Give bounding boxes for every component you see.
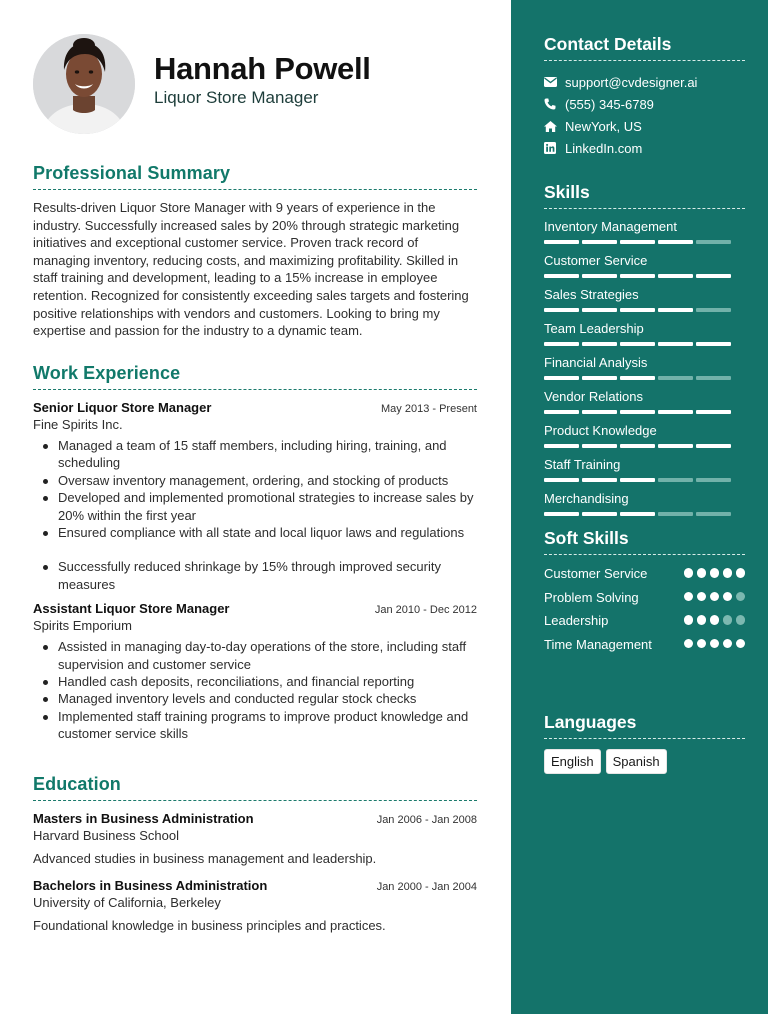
rating-dot — [684, 592, 694, 602]
rating-dot — [684, 639, 694, 649]
soft-skill-name: Leadership — [544, 613, 609, 628]
rating-dot — [697, 639, 707, 649]
list-item: Developed and implemented promotional strategies to increase sales by 20% within the first year — [58, 489, 477, 524]
rating-dot — [736, 615, 746, 625]
skill-level-segment — [696, 512, 731, 516]
work-section — [33, 363, 477, 743]
skill-level-segment — [544, 274, 579, 278]
soft-skill-rating — [684, 636, 746, 649]
skill-level-segment — [544, 376, 579, 380]
skill-level-segment — [544, 512, 579, 516]
skill-level-segment — [696, 274, 731, 278]
contact-email-text: support@cvdesigner.ai — [565, 74, 698, 90]
skill-level-bar — [544, 478, 745, 482]
rating-dot — [697, 592, 707, 602]
skill-name: Customer Service — [544, 253, 648, 268]
rating-dot — [723, 615, 733, 625]
degree-title: Masters in Business Administration — [33, 811, 254, 826]
skill-level-segment — [582, 240, 617, 244]
education-description: Foundational knowledge in business principles and practices. — [33, 918, 386, 933]
skill-level-segment — [696, 410, 731, 414]
section-title: Languages — [544, 712, 745, 739]
education-date: Jan 2006 - Jan 2008 — [376, 814, 477, 826]
skill-level-segment — [582, 376, 617, 380]
soft-skills-section — [544, 528, 745, 653]
degree-title: Bachelors in Business Administration — [33, 878, 268, 893]
school-name: University of California, Berkeley — [33, 895, 221, 910]
rating-dot — [710, 639, 720, 649]
skill-level-segment — [620, 308, 655, 312]
section-title: Professional Summary — [33, 163, 477, 190]
job-company: Fine Spirits Inc. — [33, 417, 123, 432]
skill-level-segment — [658, 274, 693, 278]
skill-level-segment — [696, 308, 731, 312]
skill-name: Merchandising — [544, 491, 629, 506]
list-item: Assisted in managing day-to-day operations of the store, including staff supervision and customer service — [58, 638, 477, 673]
section-title: Work Experience — [33, 363, 477, 390]
skill-level-segment — [696, 444, 731, 448]
soft-skill-name: Problem Solving — [544, 589, 639, 605]
school-name: Harvard Business School — [33, 828, 179, 843]
rating-dot — [710, 592, 720, 602]
skill-item — [544, 355, 745, 380]
languages-section — [544, 712, 745, 774]
skill-level-segment — [582, 342, 617, 346]
skill-name: Vendor Relations — [544, 389, 644, 404]
rating-dot — [710, 615, 720, 625]
skill-level-bar — [544, 376, 745, 380]
skill-level-segment — [620, 444, 655, 448]
list-item: Ensured compliance with all state and local liquor laws and regulations — [58, 524, 477, 541]
rating-dot — [736, 592, 746, 602]
summary-text: Results-driven Liquor Store Manager with 9 years of experience in the industry. Successfully increased sales by 20% through strategic marketing initiatives and exceptional customer service. Proven track record of managing inventory, reducing costs, and maximizing profitability. Skilled in staff training and development, leading to a 15% increase in employee retention. Recognized for consistently exceeding sales targets and fostering positive relationships with vendors and customers. Looking to bring my expertise and passion for the industry to a dynamic team. — [33, 200, 469, 339]
soft-skill-item — [544, 636, 745, 654]
skill-name: Staff Training — [544, 457, 621, 472]
skill-level-segment — [658, 342, 693, 346]
languages-list — [544, 749, 745, 774]
skill-item — [544, 287, 745, 312]
soft-skill-name: Customer Service — [544, 566, 648, 581]
avatar — [33, 34, 135, 134]
skill-level-bar — [544, 444, 745, 448]
contact-linkedin[interactable] — [544, 137, 745, 159]
contact-location-text: NewYork, US — [565, 118, 642, 134]
skills-section — [544, 182, 745, 516]
rating-dot — [710, 568, 720, 578]
list-item: Implemented staff training programs to improve product knowledge and customer service skills — [58, 708, 477, 743]
skills-list — [544, 219, 745, 516]
soft-skill-item — [544, 612, 745, 630]
list-item: Oversaw inventory management, ordering, and stocking of products — [58, 472, 477, 489]
skill-name: Product Knowledge — [544, 423, 657, 438]
skill-level-segment — [658, 410, 693, 414]
contact-phone[interactable] — [544, 93, 745, 115]
skill-level-segment — [696, 376, 731, 380]
language-tag: Spanish — [606, 749, 667, 774]
candidate-role: Liquor Store Manager — [154, 88, 319, 107]
skill-level-segment — [582, 274, 617, 278]
skill-name: Inventory Management — [544, 219, 677, 234]
education-entry — [33, 878, 477, 933]
skill-level-segment — [582, 410, 617, 414]
contact-email[interactable] — [544, 71, 745, 93]
skill-level-segment — [658, 478, 693, 482]
envelope-icon — [544, 77, 565, 87]
rating-dot — [723, 639, 733, 649]
job-date: Jan 2010 - Dec 2012 — [374, 604, 477, 617]
candidate-name: Hannah Powell — [154, 51, 371, 86]
skill-level-segment — [696, 240, 731, 244]
list-item: Managed a team of 15 staff members, including hiring, training, and scheduling — [58, 437, 477, 472]
education-date: Jan 2000 - Jan 2004 — [376, 881, 477, 893]
soft-skill-rating — [684, 565, 746, 578]
skill-name: Financial Analysis — [544, 355, 648, 370]
skill-level-segment — [658, 376, 693, 380]
list-item: Successfully reduced shrinkage by 15% through improved security measures — [58, 558, 477, 593]
job-date: May 2013 - Present — [381, 403, 477, 415]
list-item: Managed inventory levels and conducted regular stock checks — [58, 690, 477, 707]
skill-level-segment — [620, 240, 655, 244]
skill-level-segment — [620, 274, 655, 278]
skill-level-bar — [544, 410, 745, 414]
linkedin-icon — [544, 142, 565, 154]
soft-skill-item — [544, 565, 745, 583]
contact-location — [544, 115, 745, 137]
home-icon — [544, 121, 565, 132]
skill-item — [544, 389, 745, 414]
section-title: Soft Skills — [544, 528, 745, 555]
skill-level-bar — [544, 274, 745, 278]
phone-icon — [544, 98, 565, 110]
resume-header — [33, 34, 483, 134]
skill-level-segment — [658, 512, 693, 516]
skill-level-segment — [544, 342, 579, 346]
sidebar — [511, 0, 768, 1014]
contact-section — [544, 34, 745, 159]
skill-level-segment — [582, 478, 617, 482]
skill-level-bar — [544, 308, 745, 312]
skill-level-segment — [620, 376, 655, 380]
skill-level-segment — [544, 240, 579, 244]
rating-dot — [697, 568, 707, 578]
skill-item — [544, 321, 745, 346]
skill-level-segment — [582, 444, 617, 448]
job-entry — [33, 601, 477, 742]
skill-level-segment — [544, 478, 579, 482]
section-title: Skills — [544, 182, 745, 209]
job-title: Senior Liquor Store Manager — [33, 400, 212, 415]
skill-level-segment — [582, 308, 617, 312]
rating-dot — [684, 615, 694, 625]
section-title: Education — [33, 774, 477, 801]
skill-level-segment — [658, 444, 693, 448]
skill-item — [544, 219, 745, 244]
soft-skill-item — [544, 589, 745, 607]
soft-skill-rating — [684, 612, 746, 625]
job-company: Spirits Emporium — [33, 618, 132, 634]
section-title: Contact Details — [544, 34, 745, 61]
job-entry — [33, 400, 477, 593]
skill-item — [544, 457, 745, 482]
education-section — [33, 774, 477, 933]
skill-level-segment — [544, 410, 579, 414]
skill-level-segment — [620, 478, 655, 482]
job-bullets — [33, 638, 477, 742]
skill-level-segment — [544, 444, 579, 448]
skill-item — [544, 253, 745, 278]
skill-item — [544, 423, 745, 448]
skill-level-segment — [544, 308, 579, 312]
list-item: Handled cash deposits, reconciliations, and financial reporting — [58, 673, 477, 690]
skill-level-bar — [544, 240, 745, 244]
skill-level-segment — [620, 410, 655, 414]
profile-photo — [33, 34, 135, 134]
skill-level-segment — [696, 478, 731, 482]
education-description: Advanced studies in business management and leadership. — [33, 851, 377, 866]
skill-item — [544, 491, 745, 516]
education-entry — [33, 811, 477, 866]
skill-level-segment — [658, 240, 693, 244]
rating-dot — [684, 568, 694, 578]
job-bullets — [33, 437, 477, 593]
skill-name: Team Leadership — [544, 321, 644, 336]
skill-level-segment — [658, 308, 693, 312]
rating-dot — [723, 592, 733, 602]
skill-level-segment — [582, 512, 617, 516]
soft-skill-name: Time Management — [544, 636, 652, 652]
contact-linkedin-text: LinkedIn.com — [565, 140, 643, 156]
rating-dot — [736, 568, 746, 578]
rating-dot — [697, 615, 707, 625]
job-title: Assistant Liquor Store Manager — [33, 601, 230, 617]
skill-level-segment — [696, 342, 731, 346]
contact-phone-text: (555) 345-6789 — [565, 96, 654, 112]
soft-skill-rating — [684, 589, 746, 602]
skill-level-segment — [620, 512, 655, 516]
skill-level-segment — [620, 342, 655, 346]
skill-name: Sales Strategies — [544, 287, 639, 302]
rating-dot — [723, 568, 733, 578]
language-tag: English — [544, 749, 601, 774]
skill-level-bar — [544, 512, 745, 516]
skill-level-bar — [544, 342, 745, 346]
summary-section — [33, 163, 477, 340]
rating-dot — [736, 639, 746, 649]
soft-skills-list — [544, 565, 745, 653]
